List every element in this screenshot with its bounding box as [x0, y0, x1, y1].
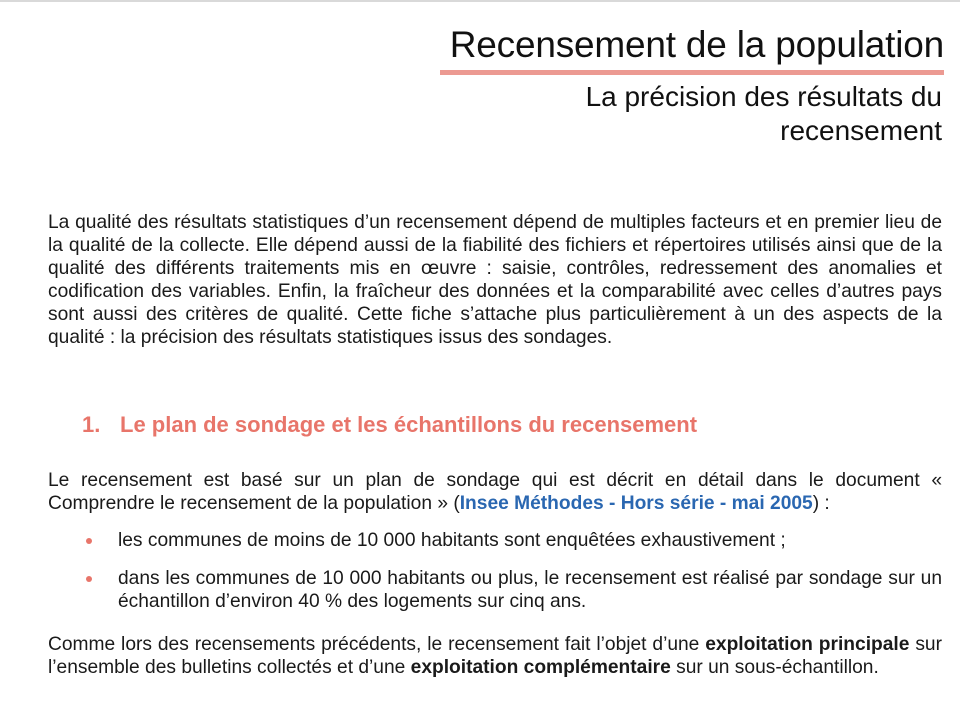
closing-text-1: Comme lors des recensements précédents, le recensement fait l’objet d’une — [48, 634, 706, 655]
closing-paragraph — [48, 633, 942, 679]
title-underline — [440, 70, 944, 75]
bullet-list — [48, 529, 942, 613]
bullet-text: les communes de moins de 10 000 habitants sont enquêtées exhaustivement ; — [118, 530, 786, 551]
closing-text-3: sur un sous-échantillon. — [670, 657, 879, 678]
closing-bold-2: exploitation complémentaire — [410, 657, 671, 678]
top-divider — [0, 0, 960, 2]
section-1-heading — [82, 410, 942, 440]
insee-methodes-link[interactable]: Insee Méthodes - Hors série - mai 2005 — [459, 493, 813, 514]
bullet-icon — [86, 576, 92, 582]
plan-paragraph — [48, 469, 942, 515]
intro-paragraph: La qualité des résultats statistiques d’un recensement dépend de multiples facteurs et en premier lieu de la qualité de la collecte. Elle dépend aussi de la fiabilité des fichiers et répertoires utilisés ainsi que de la qualité des différents traitements mis en œuvre : saisie, contrôles, redressement des anomalies et codification des variables. Enfin, la fraîcheur des données et la comparabilité avec celles d’autres pays sont aussi des critères de qualité. Cette fiche s’attache plus particulièrement à un des aspects de la qualité : la précision des résultats statistiques issus des sondages. — [48, 212, 942, 348]
closing-text-2: sur l’ensemble des bulletins collectés et d’une — [48, 634, 942, 678]
page-title: Recensement de la population — [449, 24, 944, 65]
plan-text-after: ) : — [812, 493, 830, 514]
bullet-text: dans les communes de 10 000 habitants ou plus, le recensement est réalisé par sondage sur un échantillon d’environ 40 % des logements sur cinq ans. — [118, 568, 942, 612]
bullet-icon — [86, 538, 92, 544]
subtitle-line-2: recensement — [780, 115, 942, 146]
list-item — [48, 529, 942, 552]
plan-text-before: Le recensement est basé sur un plan de sondage qui est décrit en détail dans le document « Comprendre le recensement de la population » ( — [48, 470, 942, 514]
list-item — [48, 567, 942, 613]
section-number: 1. — [82, 412, 101, 437]
section-title: Le plan de sondage et les échantillons du recensement — [120, 412, 698, 437]
closing-bold-1: exploitation principale — [705, 634, 910, 655]
document-body — [48, 211, 942, 679]
page-subtitle — [440, 80, 942, 148]
document-header — [440, 20, 944, 148]
subtitle-line-1: La précision des résultats du — [585, 81, 942, 112]
